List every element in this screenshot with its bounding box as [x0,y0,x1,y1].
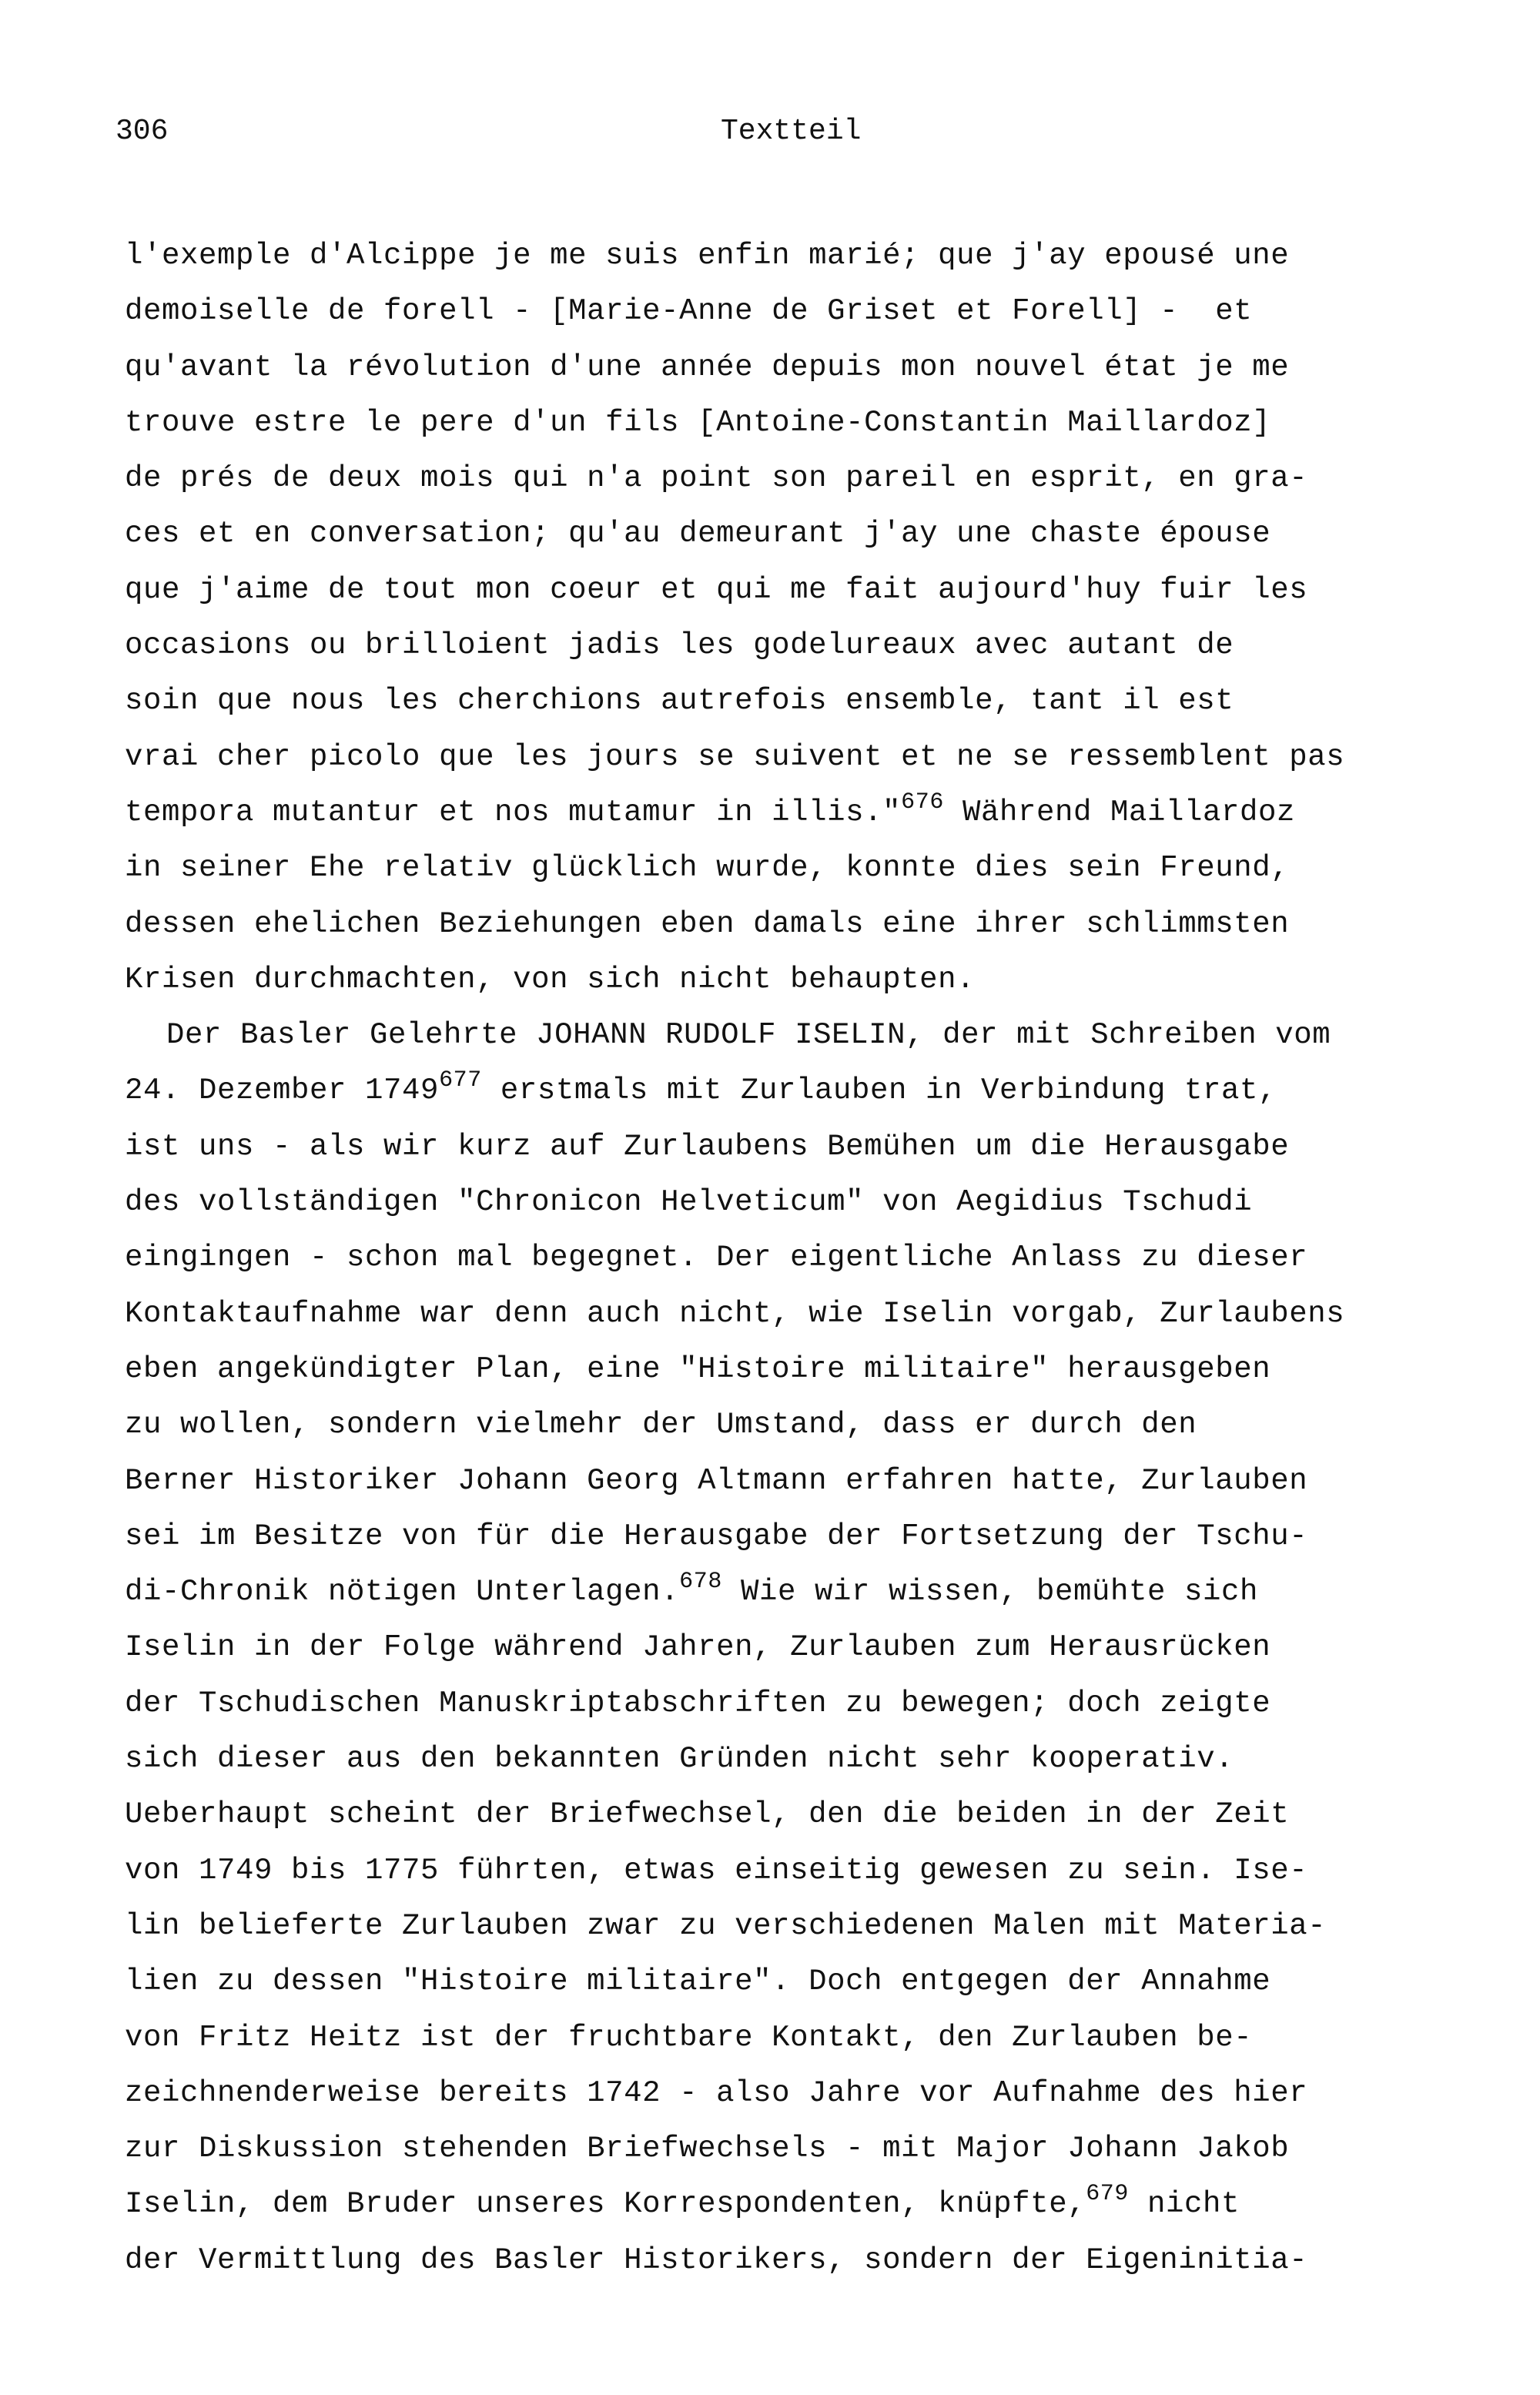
text-line: ces et en conversation; qu'au demeurant j'ay une chaste épouse [125,517,1271,551]
text-line: que j'aime de tout mon coeur et qui me fait aujourd'huy fuir les [125,572,1308,607]
text-line: demoiselle de forell - [Marie-Anne de Griset et Forell] - et [125,294,1253,329]
footnote-ref: 679 [1086,2181,1130,2208]
text-line [125,1564,1526,1620]
text-line: dessen ehelichen Beziehungen eben damals eine ihrer schlimmsten [125,906,1290,941]
text-run: Iselin, dem Bruder unseres Korrespondenten, knüpfte, [125,2187,1086,2222]
text-line: von Fritz Heitz ist der fruchtbare Kontakt, den Zurlauben be- [125,2020,1253,2055]
text-run: di-Chronik nötigen Unterlagen. [125,1575,680,1610]
text-line: des vollständigen "Chronicon Helveticum" von Aegidius Tschudi [125,1185,1253,1220]
text-line: eingingen - schon mal begegnet. Der eigentliche Anlass zu dieser [125,1241,1308,1275]
text-line: der Tschudischen Manuskriptabschriften zu bewegen; doch zeigte [125,1686,1271,1720]
text-line: sei im Besitze von für die Herausgabe der Fortsetzung der Tschu- [125,1519,1308,1553]
text-line: Krisen durchmachten, von sich nicht behaupten. [125,962,976,997]
text-line: soin que nous les cherchions autrefois ensemble, tant il est [125,684,1234,718]
footnote-ref: 677 [439,1067,482,1094]
text-line: trouve estre le pere d'un fils [Antoine-Constantin Maillardoz] [125,405,1271,440]
page-number: 306 [116,115,169,148]
text-line: zeichnenderweise bereits 1742 - also Jahre vor Aufnahme des hier [125,2075,1308,2110]
text-line: zu wollen, sondern vielmehr der Umstand, dass er durch den [125,1408,1197,1442]
text-line [125,2176,1526,2232]
footnote-ref: 676 [901,789,944,816]
running-head: Textteil [721,115,862,148]
text-line: Iselin in der Folge während Jahren, Zurlauben zum Herausrücken [125,1630,1271,1665]
text-line: Der Basler Gelehrte JOHANN RUDOLF ISELIN, der mit Schreiben vom [166,1018,1331,1053]
text-run: erstmals mit Zurlauben in Verbindung trat, [481,1074,1277,1108]
text-run: tempora mutantur et nos mutamur in illis." [125,795,902,829]
text-line: occasions ou brilloient jadis les godelureaux avec autant de [125,628,1234,663]
text-line: zur Diskussion stehenden Briefwechsels - mit Major Johann Jakob [125,2132,1290,2166]
text-line: von 1749 bis 1775 führten, etwas einseitig gewesen zu sein. Ise- [125,1853,1308,1888]
text-line: ist uns - als wir kurz auf Zurlaubens Bemühen um die Herausgabe [125,1129,1290,1164]
text-line: qu'avant la révolution d'une année depuis mon nouvel état je me [125,350,1290,384]
text-line: Berner Historiker Johann Georg Altmann erfahren hatte, Zurlauben [125,1463,1308,1498]
text-line: Kontaktaufnahme war denn auch nicht, wie Iselin vorgab, Zurlaubens [125,1296,1345,1331]
text-run: Während Maillardoz [943,795,1296,829]
text-line: lin belieferte Zurlauben zwar zu verschiedenen Malen mit Materia- [125,1908,1327,1943]
footnote-ref: 678 [679,1569,722,1596]
text-run: nicht [1129,2187,1240,2222]
text-line: de prés de deux mois qui n'a point son pareil en esprit, en gra- [125,461,1308,496]
body-text [125,228,1526,2288]
text-line: in seiner Ehe relativ glücklich wurde, konnte dies sein Freund, [125,851,1290,886]
text-line [125,785,1526,840]
text-line: vrai cher picolo que les jours se suivent et ne se ressemblent pas [125,739,1345,774]
text-line: eben angekündigter Plan, eine "Histoire militaire" herausgeben [125,1352,1271,1386]
text-line: l'exemple d'Alcippe je me suis enfin marié; que j'ay epousé une [125,239,1290,273]
text-run: 24. Dezember 1749 [125,1074,440,1108]
text-run: Wie wir wissen, bemühte sich [721,1575,1259,1610]
text-line: Ueberhaupt scheint der Briefwechsel, den die beiden in der Zeit [125,1797,1290,1832]
text-line: sich dieser aus den bekannten Gründen nicht sehr kooperativ. [125,1742,1234,1777]
text-line [125,1063,1526,1118]
text-line: lien zu dessen "Histoire militaire". Doch entgegen der Annahme [125,1965,1271,1999]
text-line: der Vermittlung des Basler Historikers, sondern der Eigeninitia- [125,2243,1308,2277]
